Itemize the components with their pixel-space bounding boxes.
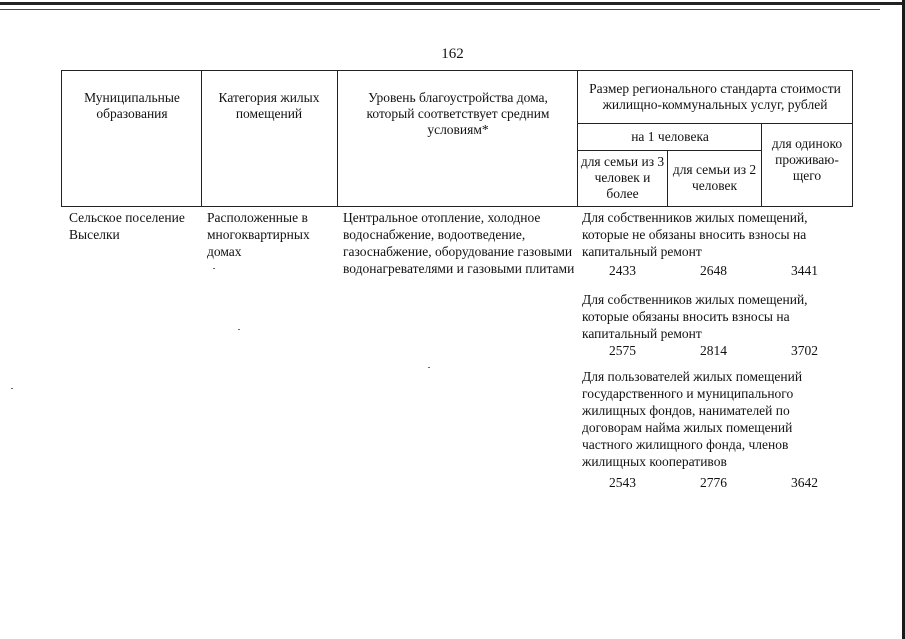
header-single: для одиноко проживаю-щего	[771, 136, 843, 183]
row-comfort-level: Центральное отопление, холодное водоснабжение, водоотведение, газоснабжение, оборудование газовыми водонагревателями и газовыми плитами	[343, 210, 575, 276]
value-single: 3441	[791, 263, 818, 278]
header-standard-size: Размер регионального стандарта стоимости жилищно-коммунальных услуг, рублей	[589, 80, 841, 112]
page-number: 162	[441, 46, 464, 62]
group-title: Для пользователей жилых помещений государственного и муниципального жилищных фондов, нанимателей по договорам найма жилых помещений частного жилищного фонда, членов жилищных кооперативов	[582, 369, 803, 469]
value-family-2: 2648	[700, 263, 727, 278]
table-line	[852, 70, 853, 207]
value-single: 3642	[791, 475, 818, 490]
row-municipality: Сельское поселение Выселки	[69, 210, 185, 242]
scan-edge-line	[0, 9, 880, 10]
table-line	[577, 150, 761, 151]
header-municipality: Муниципальные образования	[84, 90, 180, 121]
row-category: Расположенные в многоквартирных домах	[207, 210, 310, 259]
scan-speck	[11, 388, 13, 389]
header-family-3plus: для семьи из 3 человек и более	[580, 154, 665, 201]
header-family-2: для семьи из 2 человек	[672, 162, 757, 193]
table-line	[577, 70, 578, 207]
scan-speck	[428, 367, 430, 368]
table-line	[761, 123, 762, 207]
value-family-2: 2814	[700, 343, 727, 358]
table-line	[201, 70, 202, 207]
header-comfort-level: Уровень благоустройства дома, который соответствует средним условиям*	[366, 90, 550, 137]
value-family-3plus: 2575	[609, 343, 636, 358]
value-family-2: 2776	[700, 475, 727, 490]
scan-edge-top	[0, 2, 905, 5]
scan-speck	[238, 329, 240, 330]
value-family-3plus: 2433	[609, 263, 636, 278]
table-line	[61, 206, 853, 207]
value-single: 3702	[791, 343, 818, 358]
table-line	[337, 70, 338, 207]
table-line	[61, 70, 62, 207]
group-title: Для собственников жилых помещений, которые обязаны вносить взносы на капитальный ремонт	[582, 292, 808, 341]
header-per-person: на 1 человека	[631, 129, 709, 144]
table-line	[667, 150, 668, 207]
group-title: Для собственников жилых помещений, которые не обязаны вносить взносы на капитальный ремонт	[582, 210, 808, 259]
value-family-3plus: 2543	[609, 475, 636, 490]
header-category: Категория жилых помещений	[218, 90, 320, 121]
scan-speck	[213, 268, 215, 269]
